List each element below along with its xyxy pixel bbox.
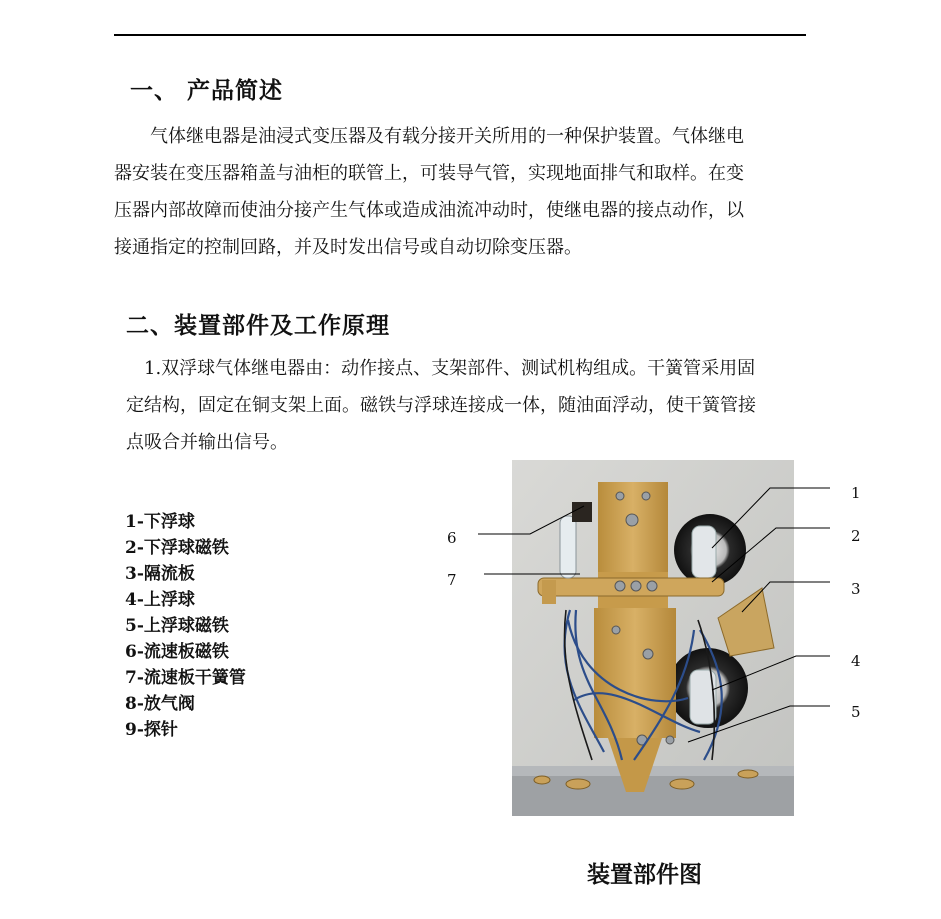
parts-list-item: 6-流速板磁铁 — [125, 642, 229, 662]
paragraph-line: 1.双浮球气体继电器由：动作接点、支架部件、测试机构组成。干簧管采用固 — [126, 358, 756, 379]
parts-list-item: 8-放气阀 — [125, 694, 195, 714]
top-rule — [114, 34, 806, 36]
paragraph-line: 接通指定的控制回路，并及时发出信号或自动切除变压器。 — [114, 237, 582, 258]
callout-number: 4 — [851, 652, 861, 670]
parts-list-item: 1-下浮球 — [125, 512, 195, 532]
device-photo — [512, 460, 794, 816]
paragraph-line: 压器内部故障而使油分接产生气体或造成油流冲动时，使继电器的接点动作，以 — [114, 200, 744, 221]
parts-list-item: 7-流速板干簧管 — [125, 668, 246, 688]
parts-list-item: 4-上浮球 — [125, 590, 195, 610]
parts-list-item: 5-上浮球磁铁 — [125, 616, 229, 636]
parts-list-item: 2-下浮球磁铁 — [125, 538, 229, 558]
section1-heading: 一、 产品简述 — [130, 78, 284, 104]
parts-list-item: 3-隔流板 — [125, 564, 195, 584]
callout-number: 1 — [851, 484, 861, 502]
section2-paragraph — [126, 350, 756, 461]
callout-number: 2 — [851, 527, 861, 545]
callout-number: 7 — [447, 571, 457, 589]
callout-number: 5 — [851, 703, 861, 721]
paragraph-line: 器安装在变压器箱盖与油柜的联管上，可装导气管，实现地面排气和取样。在变 — [114, 163, 744, 184]
section2-heading: 二、装置部件及工作原理 — [126, 313, 390, 339]
parts-list-item: 9-探针 — [125, 720, 178, 740]
paragraph-line: 点吸合并输出信号。 — [126, 432, 288, 453]
paragraph-line: 气体继电器是油浸式变压器及有载分接开关所用的一种保护装置。气体继电 — [114, 126, 744, 147]
callout-number: 6 — [447, 529, 457, 547]
section1-paragraph — [114, 118, 744, 266]
paragraph-line: 定结构，固定在铜支架上面。磁铁与浮球连接成一体，随油面浮动，使干簧管接 — [126, 395, 756, 416]
parts-list — [125, 509, 246, 743]
callout-number: 3 — [851, 580, 861, 598]
figure-caption: 装置部件图 — [587, 862, 702, 888]
